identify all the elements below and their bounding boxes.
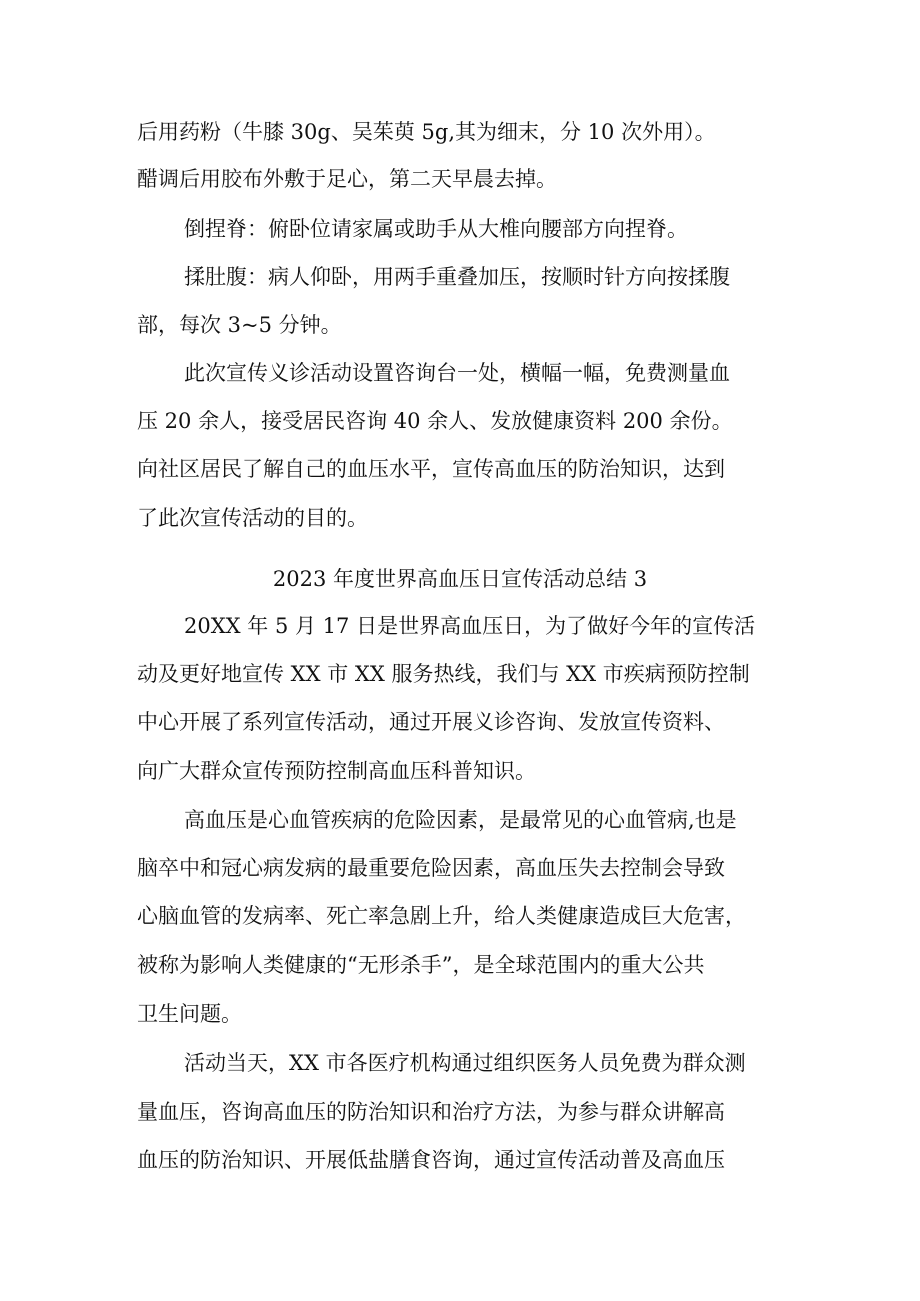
text-line: 部，每次 3~5 分钟。	[137, 313, 342, 337]
text-line: 脑卒中和冠心病发病的最重要危险因素，高血压失去控制会导致	[137, 856, 725, 880]
section-title: 2023 年度世界高血压日宣传活动总结 3	[272, 567, 648, 591]
text-line: 量血压，咨询高血压的防治知识和治疗方法，为参与群众讲解高	[137, 1100, 725, 1124]
text-line: 心脑血管的发病率、死亡率急剧上升，给人类健康造成巨大危害，	[137, 904, 746, 928]
text-line: 中心开展了系列宣传活动，通过开展义诊咨询、发放宣传资料、	[137, 710, 725, 734]
text-line: 压 20 余人，接受居民咨询 40 余人、发放健康资料 200 余份。	[137, 409, 733, 433]
text-line: 后用药粉（牛膝 30g、吴茱萸 5g,其为细末，分 10 次外用）。	[137, 120, 716, 144]
text-line: 醋调后用胶布外敷于足心，第二天早晨去掉。	[137, 167, 557, 191]
text-line: 高血压是心血管疾病的危险因素，是最常见的心血管病,也是	[184, 808, 737, 832]
text-line: 活动当天，XX 市各医疗机构通过组织医务人员免费为群众测	[184, 1051, 746, 1075]
text-line: 20XX 年 5 月 17 日是世界高血压日，为了做好今年的宣传活	[184, 614, 756, 638]
text-line: 此次宣传义诊活动设置咨询台一处，横幅一幅，免费测量血	[184, 361, 730, 385]
text-line: 血压的防治知识、开展低盐膳食咨询，通过宣传活动普及高血压	[137, 1148, 725, 1172]
text-line: 了此次宣传活动的目的。	[137, 506, 368, 530]
text-line: 卫生问题。	[137, 1002, 242, 1026]
text-line: 揉肚腹：病人仰卧，用两手重叠加压，按顺时针方向按揉腹	[184, 265, 730, 289]
text-line: 向社区居民了解自己的血压水平，宣传高血压的防治知识，达到	[137, 457, 725, 481]
text-line: 被称为影响人类健康的“无形杀手”，是全球范围内的重大公共	[137, 953, 705, 977]
text-line: 倒捏脊：俯卧位请家属或助手从大椎向腰部方向捏脊。	[184, 217, 688, 241]
text-line: 动及更好地宣传 XX 市 XX 服务热线，我们与 XX 市疾病预防控制	[137, 662, 750, 686]
text-line: 向广大群众宣传预防控制高血压科普知识。	[137, 759, 536, 783]
